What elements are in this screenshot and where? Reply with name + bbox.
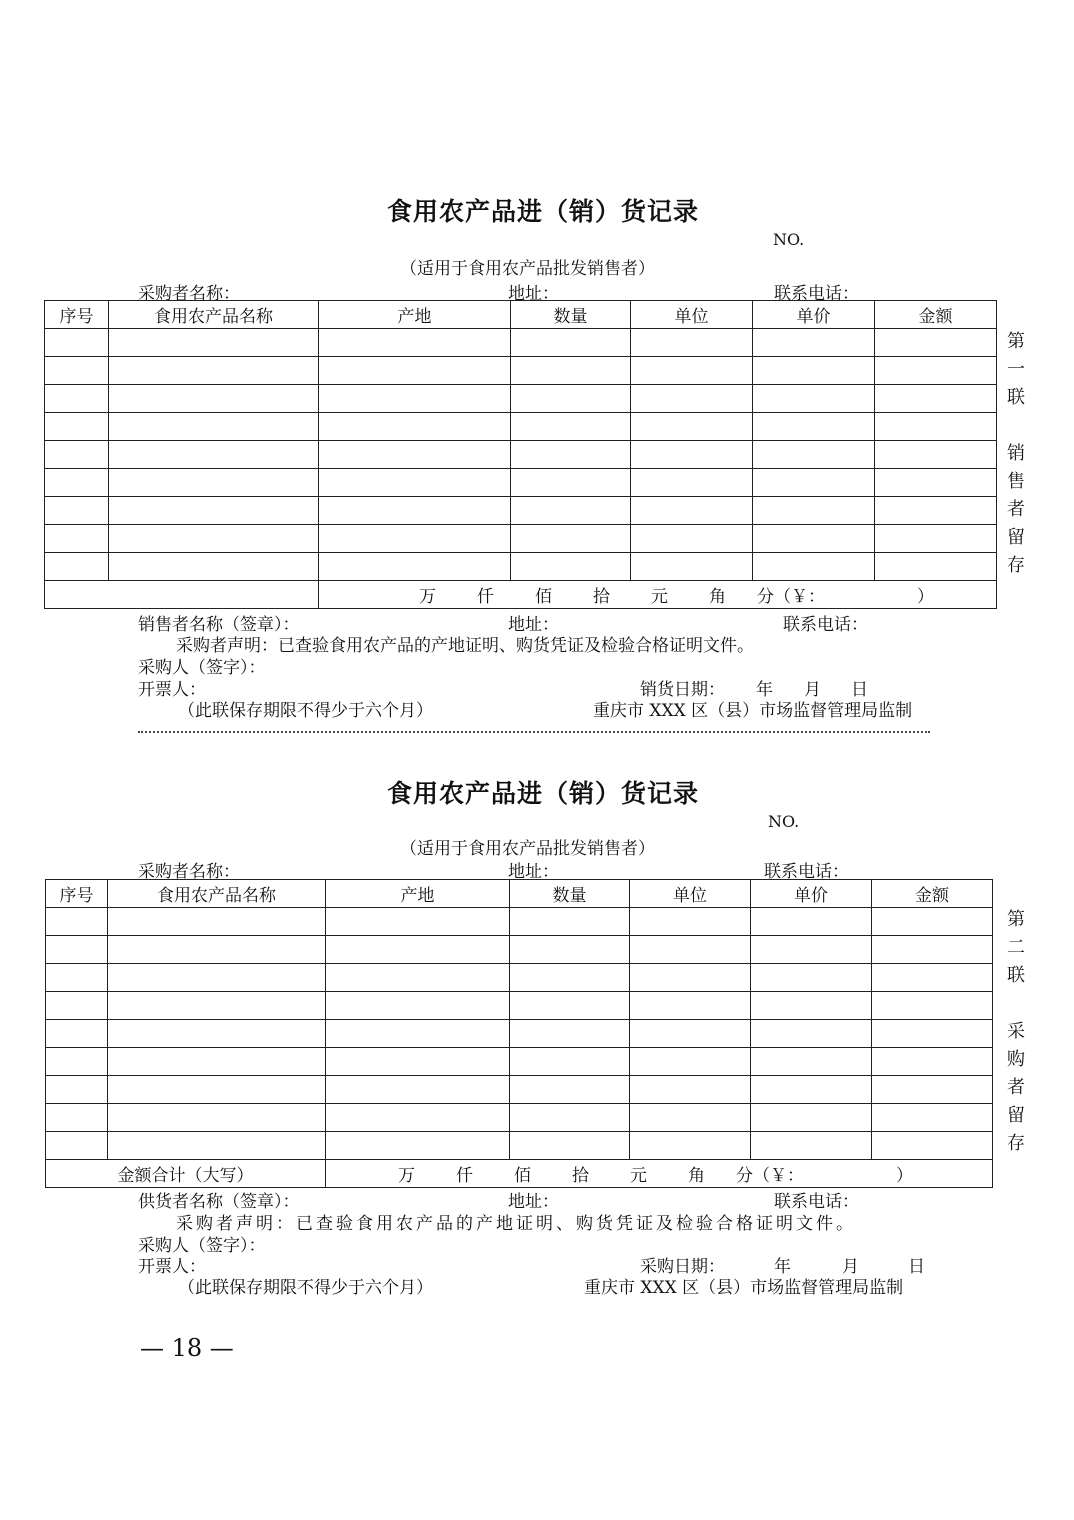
- cell[interactable]: [751, 1132, 872, 1160]
- cell[interactable]: [109, 525, 319, 553]
- table-row[interactable]: [45, 525, 997, 553]
- cell[interactable]: [510, 992, 630, 1020]
- slip2-header-row: [46, 880, 993, 908]
- cell[interactable]: [109, 553, 319, 581]
- side-char: [1004, 412, 1028, 440]
- side-char: 存: [1007, 1133, 1025, 1154]
- cell[interactable]: [630, 1048, 751, 1076]
- side-char: 第: [1007, 909, 1025, 930]
- cell[interactable]: [872, 1132, 993, 1160]
- cell[interactable]: [753, 385, 875, 413]
- table-row[interactable]: [45, 329, 997, 357]
- cell[interactable]: [631, 441, 753, 469]
- slip2-header-amount: 金额: [872, 880, 993, 908]
- table-row[interactable]: [46, 1076, 993, 1104]
- cell[interactable]: [326, 964, 510, 992]
- cell[interactable]: [45, 469, 109, 497]
- cell[interactable]: [326, 1104, 510, 1132]
- cell[interactable]: [511, 413, 631, 441]
- slip1-date-year: 年: [756, 680, 773, 700]
- cell[interactable]: [875, 469, 997, 497]
- slip1-total-label: [45, 581, 319, 609]
- cell[interactable]: [875, 357, 997, 385]
- cell[interactable]: [753, 357, 875, 385]
- page-number: — 18 —: [140, 1334, 234, 1362]
- table-row[interactable]: [45, 413, 997, 441]
- table-row[interactable]: [46, 1104, 993, 1132]
- unit-wan: 万: [419, 587, 436, 607]
- side-char: 售: [1007, 471, 1025, 492]
- side-char: 留: [1007, 527, 1025, 548]
- unit-bai: 佰: [514, 1166, 531, 1186]
- cell[interactable]: [45, 497, 109, 525]
- unit-qian: 仟: [456, 1166, 473, 1186]
- cell[interactable]: [319, 413, 511, 441]
- slip2-copy-label: [1004, 906, 1028, 1158]
- cell[interactable]: [510, 964, 630, 992]
- cell[interactable]: [511, 525, 631, 553]
- slip2-total-label: 金额合计（大写）: [46, 1160, 326, 1188]
- cell[interactable]: [45, 357, 109, 385]
- cell[interactable]: [875, 497, 997, 525]
- cell[interactable]: [751, 908, 872, 936]
- cell[interactable]: [875, 413, 997, 441]
- slip2-phone-label: 联系电话：: [764, 862, 849, 882]
- slip2-phone2-label: 联系电话：: [774, 1192, 859, 1212]
- slip2-address-label: 地址：: [508, 862, 559, 882]
- cell[interactable]: [108, 964, 326, 992]
- cell[interactable]: [872, 964, 993, 992]
- cell[interactable]: [875, 525, 997, 553]
- cell[interactable]: [319, 441, 511, 469]
- cell[interactable]: [326, 1132, 510, 1160]
- table-row[interactable]: [45, 357, 997, 385]
- cell[interactable]: [511, 329, 631, 357]
- side-char: 一: [1007, 359, 1025, 380]
- slip1-header-unit: 单位: [631, 301, 753, 329]
- slip1-phone2-label: 联系电话：: [783, 615, 868, 635]
- slip1-copy-label: [1004, 328, 1028, 580]
- slip2-supplier-name-label: 供货者名称（签章）：: [138, 1192, 300, 1212]
- cell[interactable]: [753, 329, 875, 357]
- cell[interactable]: [46, 1048, 108, 1076]
- cell[interactable]: [630, 964, 751, 992]
- slip1-total-row: [45, 581, 997, 609]
- cell[interactable]: [326, 992, 510, 1020]
- slip2-total-row: [46, 1160, 993, 1188]
- cell[interactable]: [753, 413, 875, 441]
- slip1-buyer-name-label: 采购者名称：: [138, 284, 240, 304]
- slip1-date-label: 销货日期：: [640, 680, 725, 700]
- cell[interactable]: [875, 553, 997, 581]
- cell[interactable]: [46, 1104, 108, 1132]
- cell[interactable]: [631, 357, 753, 385]
- unit-yuan: 元: [651, 587, 668, 607]
- table-row[interactable]: [45, 553, 997, 581]
- slip1-purchaser-sign-label: 采购人（签字）：: [138, 658, 266, 678]
- cell[interactable]: [108, 908, 326, 936]
- side-char: 联: [1007, 965, 1025, 986]
- table-row[interactable]: [45, 441, 997, 469]
- slip2-buyer-name-label: 采购者名称：: [138, 862, 240, 882]
- side-char: 第: [1007, 331, 1025, 352]
- cell[interactable]: [108, 936, 326, 964]
- side-char: 者: [1007, 1077, 1025, 1098]
- unit-shi: 拾: [572, 1166, 589, 1186]
- cell[interactable]: [319, 525, 511, 553]
- cell[interactable]: [875, 329, 997, 357]
- cell[interactable]: [108, 992, 326, 1020]
- cell[interactable]: [510, 908, 630, 936]
- cell[interactable]: [109, 385, 319, 413]
- unit-wan: 万: [398, 1166, 415, 1186]
- side-char: 留: [1007, 1105, 1025, 1126]
- cell[interactable]: [45, 441, 109, 469]
- slip1-title: 食用农产品进（销）货记录: [387, 197, 700, 226]
- slip1-phone-label: 联系电话：: [774, 284, 859, 304]
- slip2-purchaser-sign-label: 采购人（签字）：: [138, 1236, 266, 1256]
- cell[interactable]: [872, 1076, 993, 1104]
- side-char: 购: [1007, 1049, 1025, 1070]
- slip2-header-product: 食用农产品名称: [108, 880, 326, 908]
- slip1-table: [44, 300, 997, 609]
- cell[interactable]: [108, 1104, 326, 1132]
- cell[interactable]: [319, 329, 511, 357]
- cell[interactable]: [631, 525, 753, 553]
- cell[interactable]: [319, 469, 511, 497]
- cell[interactable]: [751, 1020, 872, 1048]
- cell[interactable]: [45, 385, 109, 413]
- slip2-header-unit-price: 单价: [751, 880, 872, 908]
- table-row[interactable]: [46, 936, 993, 964]
- slip2-retention-note: （此联保存期限不得少于六个月）: [178, 1278, 433, 1298]
- table-row[interactable]: [45, 497, 997, 525]
- slip1-header-origin: 产地: [319, 301, 511, 329]
- slip2-title: 食用农产品进（销）货记录: [387, 779, 700, 808]
- cell[interactable]: [109, 357, 319, 385]
- cell[interactable]: [872, 992, 993, 1020]
- table-row[interactable]: [46, 1020, 993, 1048]
- table-row[interactable]: [46, 964, 993, 992]
- cell[interactable]: [511, 357, 631, 385]
- slip1-no-label: NO.: [773, 230, 805, 249]
- slip1-header-quantity: 数量: [511, 301, 631, 329]
- cell[interactable]: [319, 385, 511, 413]
- cell[interactable]: [510, 1048, 630, 1076]
- slip2-header-seq: 序号: [46, 880, 108, 908]
- cell[interactable]: [45, 553, 109, 581]
- cell[interactable]: [108, 1076, 326, 1104]
- cell[interactable]: [753, 525, 875, 553]
- slip1-date-day: 日: [851, 680, 868, 700]
- slip1-header-row: [45, 301, 997, 329]
- cell[interactable]: [872, 908, 993, 936]
- cell[interactable]: [510, 1020, 630, 1048]
- cell[interactable]: [510, 936, 630, 964]
- cell[interactable]: [511, 385, 631, 413]
- side-char: 采: [1007, 1021, 1025, 1042]
- cell[interactable]: [875, 441, 997, 469]
- cell[interactable]: [631, 469, 753, 497]
- slip1-supervisor: 重庆市 XXX 区（县）市场监督管理局监制: [593, 701, 913, 721]
- slip1-header-seq: 序号: [45, 301, 109, 329]
- cell[interactable]: [319, 497, 511, 525]
- slip2-date-label: 采购日期：: [640, 1257, 725, 1277]
- slip1-seller-name-label: 销售者名称（签章）：: [138, 615, 300, 635]
- cell[interactable]: [751, 1076, 872, 1104]
- side-char: 二: [1007, 937, 1025, 958]
- side-char: 联: [1007, 387, 1025, 408]
- unit-qian: 仟: [477, 587, 494, 607]
- table-row[interactable]: [46, 1132, 993, 1160]
- cell[interactable]: [875, 385, 997, 413]
- cell[interactable]: [108, 1048, 326, 1076]
- cell[interactable]: [46, 908, 108, 936]
- slip1-retention-note: （此联保存期限不得少于六个月）: [178, 701, 433, 721]
- cell[interactable]: [109, 441, 319, 469]
- table-row[interactable]: [46, 1048, 993, 1076]
- slip2-address2-label: 地址：: [508, 1192, 559, 1212]
- cell[interactable]: [511, 469, 631, 497]
- cell[interactable]: [326, 1048, 510, 1076]
- cell[interactable]: [511, 441, 631, 469]
- cell[interactable]: [753, 441, 875, 469]
- cell[interactable]: [751, 964, 872, 992]
- cell[interactable]: [109, 329, 319, 357]
- cell[interactable]: [326, 1076, 510, 1104]
- cell[interactable]: [751, 1048, 872, 1076]
- cell[interactable]: [630, 1020, 751, 1048]
- cell[interactable]: [326, 908, 510, 936]
- cell[interactable]: [326, 936, 510, 964]
- cell[interactable]: [751, 936, 872, 964]
- table-row[interactable]: [45, 385, 997, 413]
- slip2-supervisor: 重庆市 XXX 区（县）市场监督管理局监制: [584, 1278, 904, 1298]
- side-char: 销: [1007, 443, 1025, 464]
- slip2-header-unit: 单位: [630, 880, 751, 908]
- slip2-date-day: 日: [908, 1257, 925, 1277]
- cell[interactable]: [630, 992, 751, 1020]
- cell[interactable]: [753, 497, 875, 525]
- unit-jiao: 角: [688, 1166, 705, 1186]
- cell[interactable]: [108, 1132, 326, 1160]
- cell[interactable]: [109, 497, 319, 525]
- cell[interactable]: [510, 1104, 630, 1132]
- cell[interactable]: [326, 1020, 510, 1048]
- cell[interactable]: [511, 553, 631, 581]
- cell[interactable]: [46, 1076, 108, 1104]
- slip2-date-year: 年: [774, 1257, 791, 1277]
- unit-shi: 拾: [593, 587, 610, 607]
- side-char: 存: [1007, 555, 1025, 576]
- slip1-subtitle: （适用于食用农产品批发销售者）: [400, 259, 655, 279]
- cell[interactable]: [45, 329, 109, 357]
- cell[interactable]: [510, 1132, 630, 1160]
- cell[interactable]: [319, 553, 511, 581]
- cut-line: [138, 731, 930, 733]
- cell[interactable]: [46, 936, 108, 964]
- cell[interactable]: [46, 992, 108, 1020]
- slip2-header-quantity: 数量: [510, 880, 630, 908]
- unit-jiao: 角: [709, 587, 726, 607]
- cell[interactable]: [630, 1076, 751, 1104]
- slip2-declaration: 采购者声明：已查验食用农产品的产地证明、购货凭证及检验合格证明文件。: [176, 1214, 856, 1234]
- cell[interactable]: [108, 1020, 326, 1048]
- cell[interactable]: [319, 357, 511, 385]
- cell[interactable]: [751, 1104, 872, 1132]
- cell[interactable]: [109, 413, 319, 441]
- unit-bai: 佰: [535, 587, 552, 607]
- cell[interactable]: [631, 553, 753, 581]
- cell[interactable]: [631, 413, 753, 441]
- cell[interactable]: [631, 497, 753, 525]
- side-char: [1004, 990, 1028, 1018]
- slip2-issuer-label: 开票人：: [138, 1257, 206, 1277]
- cell[interactable]: [46, 964, 108, 992]
- slip1-header-unit-price: 单价: [753, 301, 875, 329]
- cell[interactable]: [631, 329, 753, 357]
- slip1-date-month: 月: [804, 680, 821, 700]
- cell[interactable]: [630, 1104, 751, 1132]
- slip1-issuer-label: 开票人：: [138, 680, 206, 700]
- cell[interactable]: [511, 497, 631, 525]
- cell[interactable]: [46, 1020, 108, 1048]
- slip1-declaration: 采购者声明：已查验食用农产品的产地证明、购货凭证及检验合格证明文件。: [176, 636, 754, 656]
- table-row[interactable]: [46, 992, 993, 1020]
- cell[interactable]: [109, 469, 319, 497]
- cell[interactable]: [630, 908, 751, 936]
- cell[interactable]: [872, 1104, 993, 1132]
- unit-yuan: 元: [630, 1166, 647, 1186]
- cell[interactable]: [46, 1132, 108, 1160]
- slip1-header-product: 食用农产品名称: [109, 301, 319, 329]
- unit-fen-yen: 分（￥：: [757, 587, 825, 607]
- cell[interactable]: [45, 525, 109, 553]
- unit-close-paren: ）: [896, 1166, 913, 1186]
- slip2-no-label: NO.: [768, 812, 800, 831]
- table-row[interactable]: [45, 469, 997, 497]
- cell[interactable]: [751, 992, 872, 1020]
- slip1-header-amount: 金额: [875, 301, 997, 329]
- cell[interactable]: [510, 1076, 630, 1104]
- cell[interactable]: [872, 1020, 993, 1048]
- cell[interactable]: [872, 1048, 993, 1076]
- unit-fen-yen: 分（￥：: [736, 1166, 804, 1186]
- cell[interactable]: [630, 1132, 751, 1160]
- cell[interactable]: [753, 469, 875, 497]
- slip2-table: [45, 879, 993, 1188]
- unit-close-paren: ）: [917, 587, 934, 607]
- slip2-subtitle: （适用于食用农产品批发销售者）: [400, 839, 655, 859]
- slip1-address2-label: 地址：: [508, 615, 559, 635]
- slip2-header-origin: 产地: [326, 880, 510, 908]
- slip1-amount-in-words[interactable]: [319, 581, 997, 609]
- cell[interactable]: [45, 413, 109, 441]
- slip2-amount-in-words[interactable]: [326, 1160, 993, 1188]
- cell[interactable]: [630, 936, 751, 964]
- side-char: 者: [1007, 499, 1025, 520]
- slip2-date-month: 月: [842, 1257, 859, 1277]
- slip1-address-label: 地址：: [508, 284, 559, 304]
- cell[interactable]: [631, 385, 753, 413]
- cell[interactable]: [753, 553, 875, 581]
- table-row[interactable]: [46, 908, 993, 936]
- cell[interactable]: [872, 936, 993, 964]
